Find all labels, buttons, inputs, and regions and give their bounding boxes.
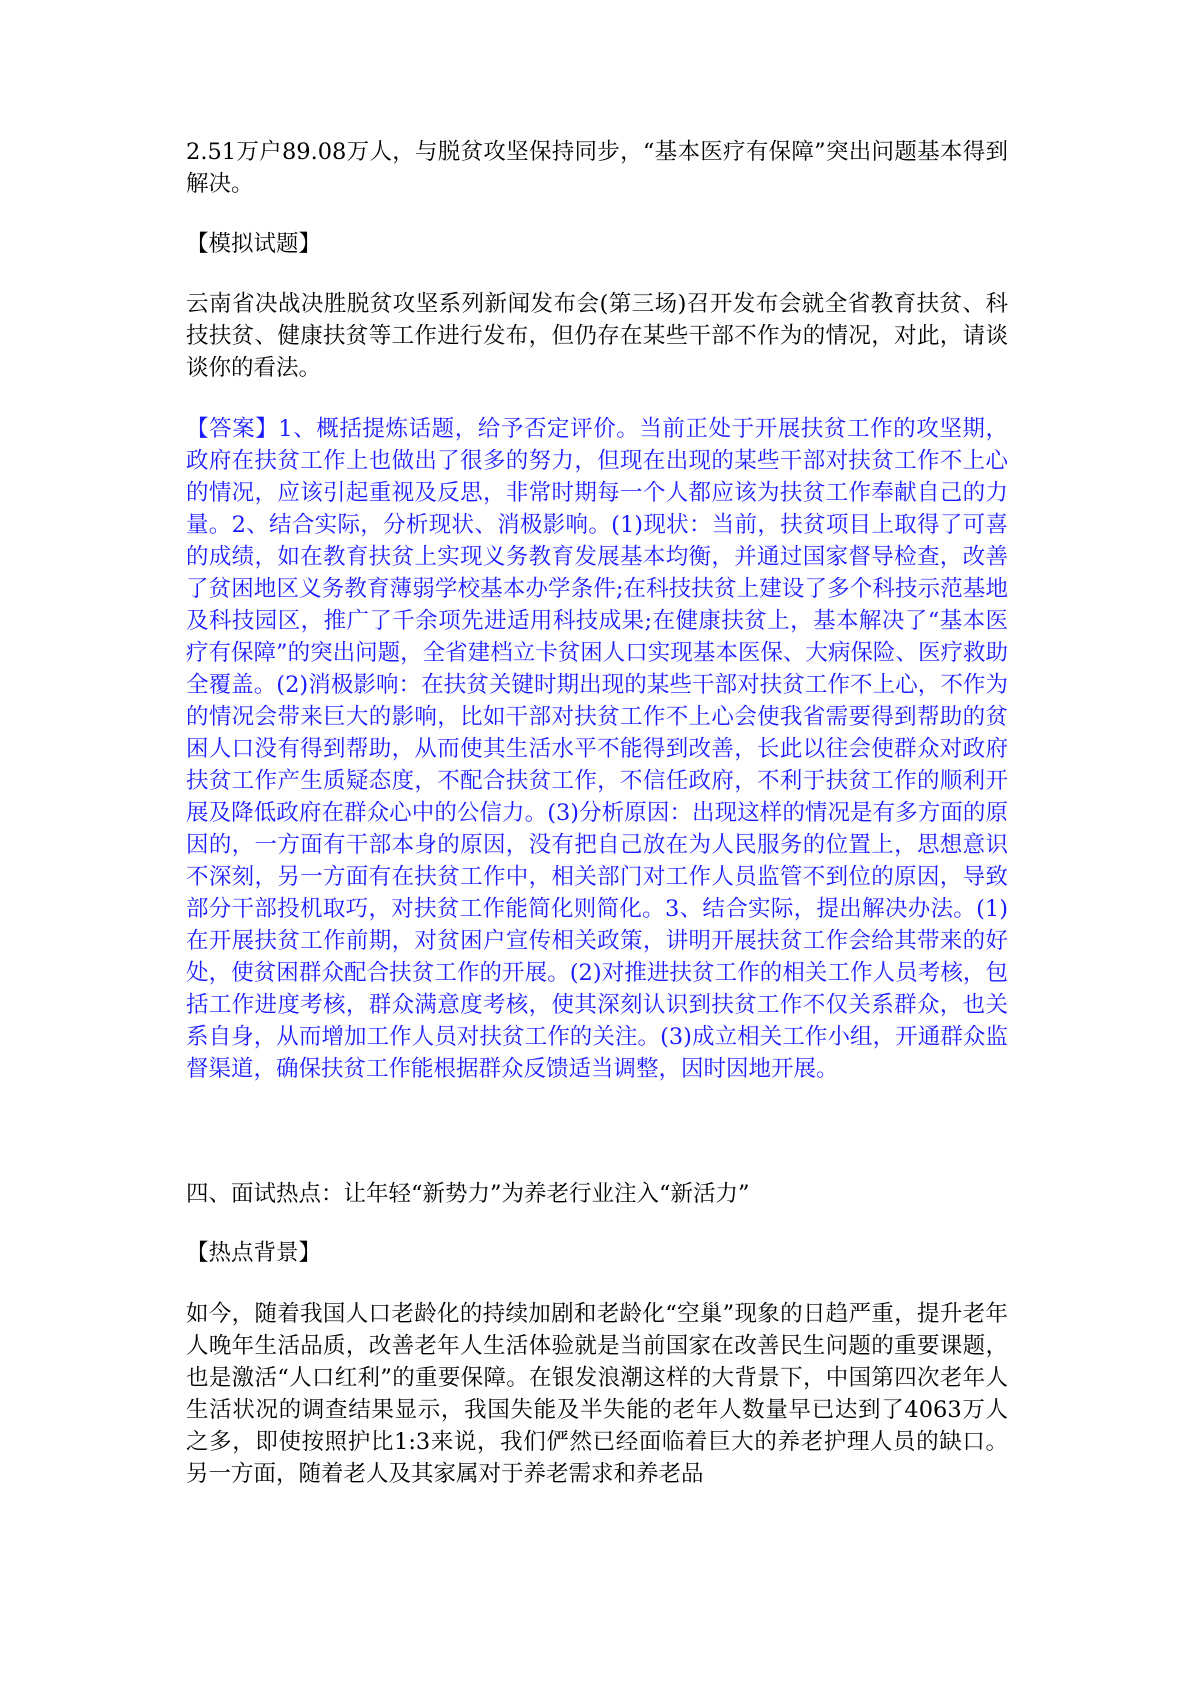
- background-heading: 【热点背景】: [186, 1240, 322, 1266]
- mock-question-text: 云南省决战决胜脱贫攻坚系列新闻发布会(第三场)召开发布会就全省教育扶贫、科技扶贫、健康扶贫等工作进行发布，但仍存在某些干部不作为的情况，对此，请谈谈你的看法。: [186, 291, 1008, 381]
- intro-paragraph: 2.51万户89.08万人，与脱贫攻坚保持同步，“基本医疗有保障”突出问题基本得到解决。: [186, 139, 1008, 197]
- mock-question-heading: 【模拟试题】: [186, 231, 322, 257]
- section-title: 四、面试热点：让年轻“新势力”为养老行业注入“新活力”: [186, 1181, 750, 1207]
- answer-text: 【答案】1、概括提炼话题，给予否定评价。当前正处于开展扶贫工作的攻坚期，政府在扶贫工作上也做出了很多的努力，但现在出现的某些干部对扶贫工作不上心的情况，应该引起重视及反思，非常时期每一个人都应该为扶贫工作奉献自己的力量。2、结合实际，分析现状、消极影响。(1)现状：当前，扶贫项目上取得了可喜的成绩，如在教育扶贫上实现义务教育发展基本均衡，并通过国家督导检查，改善了贫困地区义务教育薄弱学校基本办学条件;在科技扶贫上建设了多个科技示范基地及科技园区，推广了千余项先进适用科技成果;在健康扶贫上，基本解决了“基本医疗有保障”的突出问题，全省建档立卡贫困人口实现基本医保、大病保险、医疗救助全覆盖。(2)消极影响：在扶贫关键时期出现的某些干部对扶贫工作不上心，不作为的情况会带来巨大的影响，比如干部对扶贫工作不上心会使我省需要得到帮助的贫困人口没有得到帮助，从而使其生活水平不能得到改善，长此以往会使群众对政府扶贫工作产生质疑态度，不配合扶贫工作，不信任政府，不利于扶贫工作的顺利开展及降低政府在群众心中的公信力。(3)分析原因：出现这样的情况是有多方面的原因的，一方面有干部本身的原因，没有把自己放在为人民服务的位置上，思想意识不深刻，另一方面有在扶贫工作中，相关部门对工作人员监管不到位的原因，导致部分干部投机取巧，对扶贫工作能简化则简化。3、结合实际，提出解决办法。(1)在开展扶贫工作前期，对贫困户宣传相关政策，讲明开展扶贫工作会给其带来的好处，使贫困群众配合扶贫工作的开展。(2)对推进扶贫工作的相关工作人员考核，包括工作进度考核，群众满意度考核，使其深刻认识到扶贫工作不仅关系群众，也关系自身，从而增加工作人员对扶贫工作的关注。(3)成立相关工作小组，开通群众监督渠道，确保扶贫工作能根据群众反馈适当调整，因时因地开展。: [186, 416, 1008, 1082]
- document-page: [186, 136, 1008, 1490]
- background-text: 如今，随着我国人口老龄化的持续加剧和老龄化“空巢”现象的日趋严重，提升老年人晚年生活品质，改善老年人生活体验就是当前国家在改善民生问题的重要课题，也是激活“人口红利”的重要保障。在银发浪潮这样的大背景下，中国第四次老年人生活状况的调查结果显示，我国失能及半失能的老年人数量早已达到了4063万人之多，即使按照护比1:3来说，我们俨然已经面临着巨大的养老护理人员的缺口。另一方面，随着老人及其家属对于养老需求和养老品: [186, 1301, 1008, 1487]
